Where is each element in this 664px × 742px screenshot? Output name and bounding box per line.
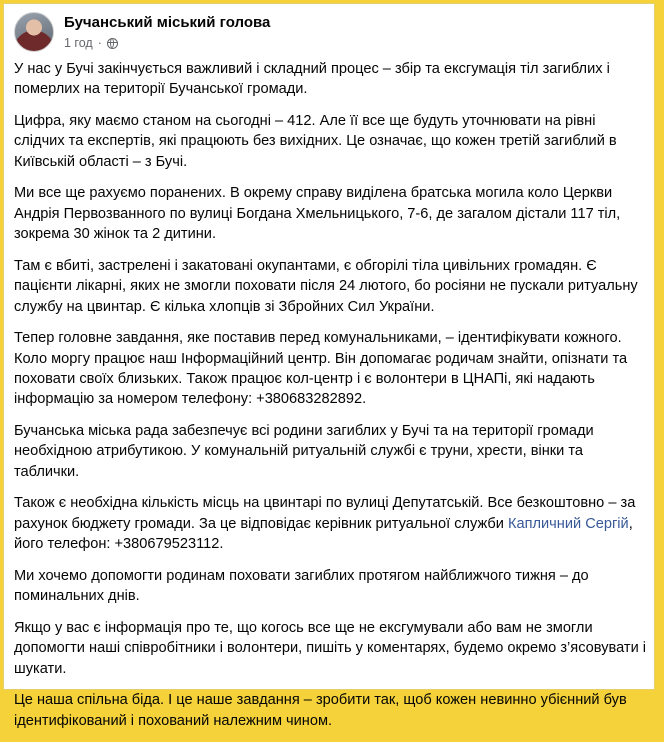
post-paragraph: Бучанська міська рада забезпечує всі родини загиблих у Бучі та на території громади необхідною атрибутикою. У комунальній ритуальній службі є труни, хрести, вінки та таблички. [14,423,594,480]
post-paragraph: Це наша спільна біда. І це наше завдання – зробити так, щоб кожен невинно убієнний був ідентифікований і похований належним чином. [14,692,627,729]
author-name[interactable]: Бучанський міський голова [64,14,271,31]
post-paragraph: У нас у Бучі закінчується важливий і складний процес – збір та ексгумація тіл загиблих і померлих на території Бучанської громади. [14,61,610,98]
post-card [3,3,655,729]
post-timestamp[interactable]: 1 год [64,36,93,50]
post-header [14,12,270,52]
mention-link[interactable]: Капличний Сергій [508,515,629,532]
post-meta [64,12,270,51]
post-paragraph: Там є вбиті, застрелені і закатовані окупантами, є обгорілі тіла цивільних громадян. Є пацієнти лікарні, яких не змогли поховати після 24 лютого, бо росіяни не пускали ритуальну службу на цвинтар. Є кілька хлопців зі Збройних Сил України. [14,257,638,315]
post-paragraph: Цифра, яку маємо станом на сьогодні – 412. Але її все ще будуть уточнювати на рівні слідчих та експертів, які працюють без вихідних. Це означає, що кожен третій загиблий в Київській області – з Бучі. [14,113,617,170]
post-paragraph: Якщо у вас є інформація про те, що когось все ще не ексгумували або вам не змогли допомогти наші співробітники і волонтери, пишіть у коментарях, будемо окремо з’ясовувати і шукати. [14,619,647,677]
post-paragraph: Ми хочемо допомогти родинам поховати загиблих протягом найближчого тижня – до поминальних днів. [14,567,589,605]
avatar[interactable] [14,12,54,52]
post-paragraph: Тепер головне завдання, яке поставив перед комунальниками, – ідентифікувати кожного. Коло моргу працює наш Інформаційний центр. Він допомагає родичам знайти, опізнати та поховати своїх близьких. Також працює кол-центр і є волонтери в ЦНАПі, які надають інформацію за номером телефону: +380683282892. [14,330,628,408]
separator-dot: · [97,36,102,50]
post-paragraph [14,493,646,554]
post-time-row [64,35,270,51]
globe-icon[interactable] [107,38,118,49]
paragraph-text: , його телефон: +380679523112. [14,515,633,553]
post-paragraph: Ми все ще рахуємо поранених. В окрему справу виділена братська могила коло Церкви Андрія Первозванного по вулиці Богдана Хмельницького, 7-6, де загалом дістали 117 тіл, зокрема 30 жінок та 2 дитини. [14,185,621,243]
post-body [14,59,646,742]
paragraph-text: Також є необхідна кількість місць на цвинтарі по вулиці Депутатській. Все безкоштовно – за рахунок бюджету громади. За це відповідає керівник ритуальної служби [14,495,636,532]
